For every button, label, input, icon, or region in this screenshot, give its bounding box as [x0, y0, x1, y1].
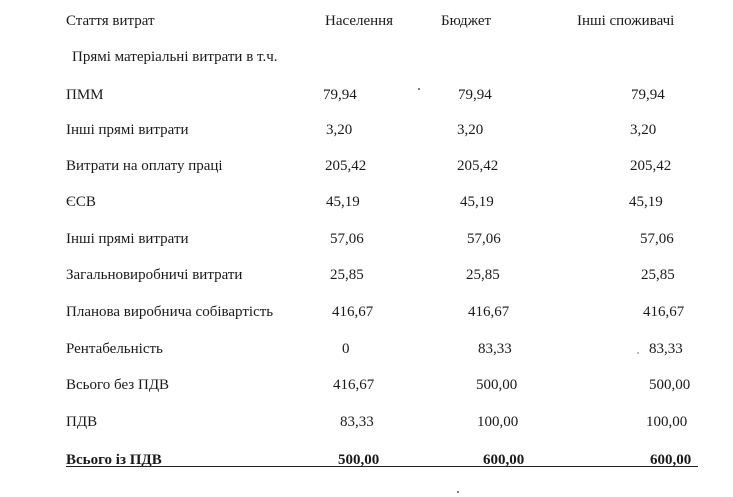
row-budget: 416,67	[468, 304, 510, 320]
row-budget: 3,20	[457, 122, 484, 138]
row-population: 205,42	[325, 158, 367, 174]
row-other: 45,19	[629, 194, 663, 210]
header-other: Інші споживачі	[577, 13, 675, 29]
total-label: Всього із ПДВ	[66, 452, 162, 468]
row-population: 45,19	[326, 194, 360, 210]
row-label: Інші прямі витрати	[66, 231, 189, 247]
row-other: 57,06	[640, 231, 674, 247]
scan-speck	[637, 352, 639, 354]
total-underline	[66, 466, 698, 467]
total-population: 500,00	[338, 452, 380, 468]
row-budget: 79,94	[458, 87, 492, 103]
row-population: 416,67	[332, 304, 374, 320]
row-other: 25,85	[641, 267, 675, 283]
row-population: 416,67	[333, 377, 375, 393]
row-other: 500,00	[649, 377, 691, 393]
scan-speck	[457, 491, 459, 493]
row-other: 79,94	[631, 87, 665, 103]
total-budget: 600,00	[483, 452, 525, 468]
row-budget: 83,33	[478, 341, 512, 357]
row-budget: 45,19	[460, 194, 494, 210]
row-population: 79,94	[323, 87, 357, 103]
row-label: Загальновиробничі витрати	[66, 267, 243, 283]
row-other: 3,20	[630, 122, 657, 138]
row-budget: 25,85	[466, 267, 500, 283]
section-title: Прямі матеріальні витрати в т.ч.	[72, 49, 278, 65]
row-label: Рентабельність	[66, 341, 163, 357]
row-label: Інші прямі витрати	[66, 122, 189, 138]
row-population: 57,06	[330, 231, 364, 247]
row-other: 100,00	[646, 414, 688, 430]
row-budget: 500,00	[476, 377, 518, 393]
row-budget: 100,00	[477, 414, 519, 430]
row-other: 416,67	[643, 304, 685, 320]
scan-speck	[418, 88, 420, 90]
row-population: 25,85	[330, 267, 364, 283]
total-other: 600,00	[650, 452, 692, 468]
header-budget: Бюджет	[441, 13, 492, 29]
row-population: 3,20	[326, 122, 353, 138]
row-label: ПДВ	[66, 414, 98, 430]
header-population: Населення	[325, 13, 394, 29]
row-label: Всього без ПДВ	[66, 377, 170, 393]
row-label: ЄСВ	[66, 194, 96, 210]
row-other: 83,33	[649, 341, 683, 357]
row-label: Витрати на оплату праці	[66, 158, 223, 174]
row-population: 0	[342, 341, 350, 357]
row-label: ПММ	[66, 87, 104, 103]
row-budget: 205,42	[457, 158, 499, 174]
row-population: 83,33	[340, 414, 374, 430]
row-budget: 57,06	[467, 231, 501, 247]
header-item: Стаття витрат	[66, 13, 155, 29]
row-other: 205,42	[630, 158, 672, 174]
row-label: Планова виробнича собівартість	[66, 304, 274, 320]
